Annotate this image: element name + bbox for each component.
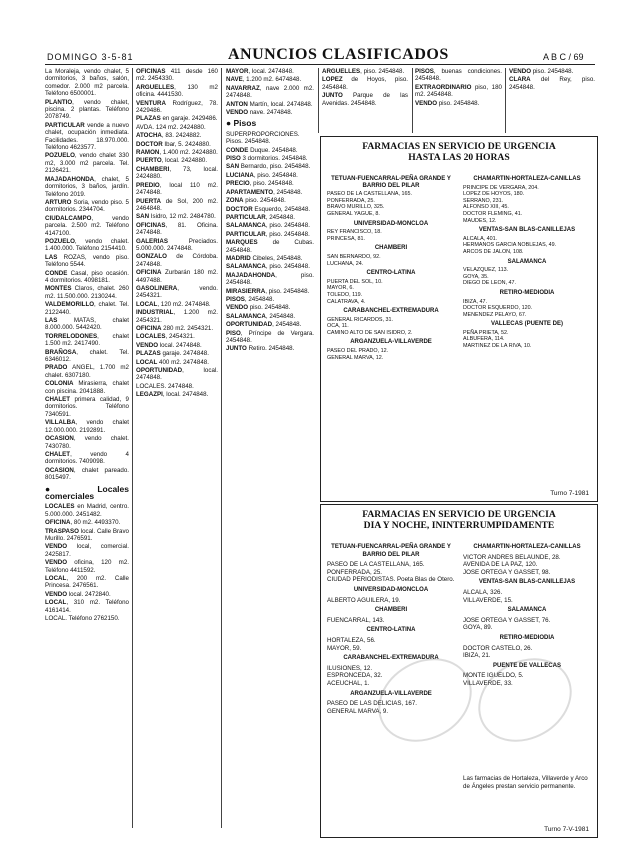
district-heading: UNIVERSIDAD-MONCLOA bbox=[353, 586, 429, 593]
classified-ad: PARTICULAR vende a nuevo chalet, ocupación inmediata. Facilidades. 18.970.000. Teléfono 4623577. bbox=[45, 121, 129, 152]
district-heading: PUENTE DE VALLECAS bbox=[493, 662, 561, 669]
classified-ad: OFICINA, 80 m2. 4493370. bbox=[45, 519, 121, 527]
classified-ad: OFICINA Zurbarán 180 m2. 4497488. bbox=[136, 269, 218, 284]
classified-ad: VALDEMORILLO, chalet. Tel. 2122440. bbox=[45, 301, 129, 316]
district-heading: CENTRO-LATINA bbox=[366, 270, 416, 277]
classified-ad: ARGUELLES, 130 m2 oficina. 4441530. bbox=[136, 83, 218, 99]
classified-ad: La Moraleja, vendo chalet, 5 dormitorios, 3 baños, salón, comedor. 2.000 m2 parcela. Teléfono 6500001. bbox=[45, 68, 129, 98]
classified-ad: SALAMANCA, 2454848. bbox=[226, 312, 296, 320]
classified-ad: SALAMANCA, piso. 2454848. bbox=[226, 263, 310, 271]
classified-ad: RAMON, 1.400 m2. 2424880. bbox=[136, 149, 218, 157]
classified-ad: MARQUES de Cubas. 2454848. bbox=[226, 239, 314, 254]
classified-ad: JUNTO Retiro. 2454848. bbox=[226, 345, 295, 353]
classified-ad: VENDO piso. 2454848. bbox=[226, 304, 291, 312]
classified-ad: CONDE Casal, piso ocasión. 4 dormitorios. 4098181. bbox=[45, 269, 129, 284]
classified-ad: PUERTO, local. 2424880. bbox=[136, 157, 208, 165]
classified-column-3 bbox=[226, 68, 314, 828]
pharmacy-address: ALCALA, 401. bbox=[463, 235, 498, 242]
pharmacy-address: ACEUCHAL, 1. bbox=[327, 679, 370, 687]
pharmacy-address: ILUSIONES, 12. bbox=[327, 664, 373, 672]
pharmacy-address: PONFERRADA, 25. bbox=[327, 568, 383, 576]
pharmacy-address: MONTE IGUELDO, 5. bbox=[463, 672, 524, 680]
pharmacy-address: BRAVO MURILLO, 325. bbox=[327, 204, 385, 211]
district-heading: RETIRO-MEDIODIA bbox=[499, 289, 555, 296]
classified-ad: DOCTOR Esquerdo, 2454848. bbox=[226, 205, 311, 213]
box-title-line-1: FARMACIAS EN SERVICIO DE URGENCIA bbox=[362, 141, 556, 152]
pharmacy-address: GENERAL MARVA, 9. bbox=[327, 707, 389, 715]
classified-column-4 bbox=[322, 68, 408, 132]
classified-ad: ARTURO Soria, vendo piso. 5 dormitorios. 2344704. bbox=[45, 198, 129, 214]
pharmacy-address: DOCTOR FLEMING, 41. bbox=[463, 210, 523, 217]
classified-ad: CHALET, vendo 4 dormitorios. 7409098. bbox=[45, 450, 129, 466]
pharmacy-list-right bbox=[463, 541, 591, 688]
classified-ad: PLAZAS garaje. 2474848. bbox=[136, 350, 209, 358]
classified-ad: LOPEZ de Hoyos, piso. 2454848. bbox=[322, 76, 408, 91]
classified-ad: VENDO oficina, 120 m2. Teléfono 4411592. bbox=[45, 559, 129, 574]
classified-column-5 bbox=[415, 68, 502, 132]
district-heading: CENTRO-LATINA bbox=[366, 627, 416, 634]
classified-ad: VENDO nave. 2474848. bbox=[226, 109, 293, 117]
pharmacy-address: PONFERRADA, 25. bbox=[327, 197, 375, 204]
classified-ad: MAYOR, local. 2474848. bbox=[226, 68, 294, 75]
classified-ad: JUNTO Parque de las Avenidas. 2454848. bbox=[322, 92, 408, 107]
page-header bbox=[0, 0, 620, 64]
classified-ad: VENTURA Rodríguez, 78. 2429486. bbox=[136, 99, 218, 115]
district-heading: TETUAN-FUENCARRAL-PEÑA GRANDE Y BARRIO DEL PILAR bbox=[331, 176, 451, 189]
pharmacy-address: ESPRONCEDA, 32. bbox=[327, 672, 383, 680]
district-heading: CHAMBERI bbox=[374, 607, 408, 614]
pharmacy-address: CALATRAVA, 4. bbox=[327, 298, 366, 305]
pharmacy-address: SERRANO, 231. bbox=[463, 197, 504, 204]
pharmacy-address: DIEGO DE LEON, 47. bbox=[463, 280, 517, 287]
classified-ad: POZUELO, vendo chalet 330 m2, 3.000 m2 parcela. Tel. 2126421. bbox=[45, 152, 129, 175]
classified-ad: LAS ROZAS, vendo piso. Teléfono 5544. bbox=[45, 253, 129, 269]
pharmacy-address: FUENCARRAL, 143. bbox=[327, 616, 385, 624]
pharmacy-address: ARCOS DE JALON, 108. bbox=[463, 248, 524, 255]
district-heading: SALAMANCA bbox=[507, 607, 547, 614]
classified-ad: TRASPASO local. Calle Bravo Murillo. 2476591. bbox=[45, 527, 129, 542]
classified-ad: ANTON Martín, local. 2474848. bbox=[226, 100, 313, 108]
classified-ad: VENDO local. 2474848. bbox=[136, 341, 202, 349]
pharmacy-address: LOPEZ DE HOYOS, 180. bbox=[463, 191, 525, 198]
classified-ad: EXTRAORDINARIO piso, 180 m2. 2454848. bbox=[415, 83, 502, 99]
classified-ad: ATOCHA, 83. 2424882. bbox=[136, 132, 202, 140]
classified-ad: LOCAL, 120 m2. 2474848. bbox=[136, 300, 211, 308]
pharmacy-address: VICTOR ANDRES BELAUNDE, 28. bbox=[463, 553, 561, 561]
classified-ad: PISO, Príncipe de Vergara. 2454848. bbox=[226, 329, 314, 344]
classified-column-6 bbox=[509, 68, 595, 132]
shift-label: Turno 7-V-1981 bbox=[544, 826, 589, 833]
pharmacy-address: SAN BERNARDO, 92. bbox=[327, 253, 381, 260]
classified-ad: PUERTA de Sol, 200 m2. 2464848. bbox=[136, 197, 218, 212]
classified-ad: INDUSTRIAL, 1.200 m2. 2454321. bbox=[136, 309, 218, 324]
classified-ad: PISO 3 dormitorios. 2454848. bbox=[226, 155, 308, 163]
district-heading: UNIVERSIDAD-MONCLOA bbox=[353, 220, 429, 227]
pharmacy-address: GENERAL RICARDOS, 31. bbox=[327, 316, 394, 323]
box-title-line-2: DIA Y NOCHE, ININTERRUMPIDAMENTE bbox=[363, 520, 555, 531]
classified-ad: MAJADAHONDA, chalet, 5 dormitorios, 3 baños, jardín. Teléfono 2019. bbox=[45, 175, 129, 198]
district-heading: VENTAS-SAN BLAS-CANILLEJAS bbox=[478, 579, 576, 586]
pharmacy-address: PEÑA PRIETA, 52. bbox=[463, 329, 509, 336]
classified-ad: LAS MATAS, chalet 8.000.000. 5442420. bbox=[45, 317, 129, 332]
pharmacy-footer-note: Las farmacias de Hortaleza, Villaverde y Arco de Ángeles prestan servicio permanente. bbox=[463, 775, 588, 790]
classified-ad: LOCALES en Madrid, centro. 5.000.000. 2451482. bbox=[45, 503, 129, 518]
classified-ad: PARTICULAR, piso. 2454848. bbox=[226, 230, 310, 238]
classified-ad: LOCAL. Teléfono 2762150. bbox=[45, 615, 120, 623]
pharmacy-address: MAYOR, 59. bbox=[327, 644, 362, 652]
column-divider bbox=[221, 68, 222, 828]
shift-label: Turno 7-1981 bbox=[550, 490, 589, 497]
pharmacy-address: VILLAVERDE, 33. bbox=[463, 679, 513, 687]
pharmacy-address: PRINCESA, 81. bbox=[327, 235, 366, 242]
district-heading: CARABANCHEL-EXTREMADURA bbox=[343, 308, 439, 315]
classified-column-2 bbox=[136, 68, 218, 828]
classified-ad: POZUELO, vendo chalet. 1.400.000. Teléfono 2154410. bbox=[45, 237, 129, 253]
classified-ad: PLAZAS en garaje. 2429486. bbox=[136, 115, 218, 123]
district-heading: SALAMANCA bbox=[507, 258, 547, 265]
classified-ad: LOCALES, 2454321. bbox=[136, 333, 195, 341]
classified-ad: MAJADAHONDA, piso. 2454848. bbox=[226, 271, 314, 287]
classified-ad: CONDE Duque. 2454848. bbox=[226, 146, 298, 154]
classified-ad: SALAMANCA, piso. 2454848. bbox=[226, 222, 310, 230]
classified-ad: CHALET primera calidad, 9 dormitorios. Teléfono 7340591. bbox=[45, 396, 129, 418]
classified-ad: PREDIO, local 110 m2. 2474848. bbox=[136, 181, 218, 197]
classified-ad: CLARA del Rey, piso. 2454848. bbox=[509, 76, 595, 91]
section-title: ANUNCIOS CLASIFICADOS bbox=[228, 46, 449, 63]
pharmacy-address: OCA, 11. bbox=[327, 323, 349, 330]
classified-ad: ARGUELLES, piso. 2454848. bbox=[322, 68, 405, 75]
classified-ad: LOCAL, 200 m2. Calle Princesa. 2476561. bbox=[45, 575, 129, 590]
pharmacy-address: TOLEDO, 119. bbox=[327, 291, 363, 298]
pharmacy-address: CIUDAD PERIODISTAS. Poeta Blas de Otero. bbox=[327, 576, 455, 584]
pharmacy-address: GENERAL YAGUE, 8. bbox=[327, 210, 380, 217]
classified-ad: OPORTUNIDAD, local. 2474848. bbox=[136, 367, 218, 382]
classified-ad: ZONA piso. 2454848. bbox=[226, 197, 286, 205]
district-heading: TETUAN-FUENCARRAL-PEÑA GRANDE Y BARRIO DEL PILAR bbox=[331, 544, 451, 558]
classified-ad: NAVARRAZ, nave 2.000 m2. 2474848. bbox=[226, 84, 314, 100]
classified-ad: SAN Bernardo, piso. 2454848. bbox=[226, 163, 311, 171]
district-heading: CHAMARTIN-HORTALEZA-CANILLAS bbox=[473, 544, 581, 550]
classified-ad: OFICINAS 411 desde 160 m2. 2454330. bbox=[136, 68, 218, 83]
pharmacy-box-until-20h bbox=[320, 136, 598, 502]
classified-ad: LUCIANA, piso. 2454848. bbox=[226, 171, 298, 179]
pharmacy-address: JOSE ORTEGA Y GASSET, 76. bbox=[463, 616, 551, 624]
classified-ad: AVDA. 124 m2. 2424880. bbox=[136, 123, 206, 131]
pharmacy-address: GOYA, 35. bbox=[463, 273, 489, 280]
column-divider bbox=[505, 68, 506, 133]
classified-ad: COLONIA Mirasierra, chalet con piscina. 2041888. bbox=[45, 380, 129, 395]
pharmacy-address: ALFONSO XIII, 45. bbox=[463, 204, 509, 211]
brand-page-number: A B C / 69 bbox=[543, 52, 584, 62]
classified-ad: GALERIAS Preciados. 5.000.000. 2474848. bbox=[136, 237, 218, 252]
classified-ad: PISOS, 2454848. bbox=[226, 295, 275, 303]
classified-ad: OCASION, chalet pareado. 8015497. bbox=[45, 466, 129, 482]
pharmacy-address: HORTALEZA, 56. bbox=[327, 636, 376, 644]
pharmacy-address: GOYA, 89. bbox=[463, 624, 493, 632]
pharmacy-address: PASEO DE LAS DELICIAS, 167. bbox=[327, 700, 417, 708]
box-title bbox=[321, 141, 597, 163]
classified-ad: MIRASIERRA, piso. 2454848. bbox=[226, 287, 310, 295]
classified-ad: PLANTIO, vendo chalet, piscina. 2 plantas. Teléfono 2078749. bbox=[45, 98, 129, 121]
district-heading: CARABANCHEL-EXTREMADURA bbox=[343, 655, 439, 662]
classified-ad: VENDO local. 2472840. bbox=[45, 590, 111, 598]
classified-ad: VENDO local, comercial. 2425817. bbox=[45, 543, 129, 558]
classified-ad: LEGAZPI, local. 2474848. bbox=[136, 391, 209, 399]
pharmacy-address: DOCTOR ESQUERDO, 120. bbox=[463, 305, 533, 312]
pharmacy-address: IBIZA, 21. bbox=[463, 652, 491, 660]
classified-ad: PRECIO, piso. 2454848. bbox=[226, 180, 294, 188]
classified-ad: OFICINAS, 81. Oficina. 2474848. bbox=[136, 221, 218, 237]
pharmacy-address: MAYOR, 6. bbox=[327, 285, 354, 292]
pharmacy-address: VELAZQUEZ, 113. bbox=[463, 267, 509, 274]
box-title bbox=[321, 509, 597, 531]
column-divider bbox=[318, 68, 319, 133]
box-title-line-2: HASTA LAS 20 HORAS bbox=[408, 152, 510, 163]
classified-column-1 bbox=[45, 68, 129, 828]
pharmacy-address: MARTINEZ DE LA RIVA, 10. bbox=[463, 343, 532, 350]
pharmacy-address: PASEO DE LA CASTELLANA, 165. bbox=[327, 561, 425, 569]
column-divider bbox=[132, 68, 133, 828]
district-heading: ARGANZUELA-VILLAVERDE bbox=[350, 690, 432, 697]
classified-ad: PRADO ANGEL, 1.700 m2 chalet. 6307180. bbox=[45, 364, 129, 379]
classified-ad: MADRID Cibeles, 2454848. bbox=[226, 254, 303, 262]
classified-ad: SUPERPROPORCIONES. Pisos. 2454848. bbox=[226, 130, 300, 146]
classified-ad: VENDO piso. 2454848. bbox=[415, 99, 480, 107]
pharmacy-address: MAUDES, 12. bbox=[463, 217, 497, 224]
pharmacy-address: JOSE ORTEGA Y GASSET, 98. bbox=[463, 568, 551, 576]
classified-ad: LOCALES. 2474848. bbox=[136, 382, 194, 390]
classified-ad: GASOLINERA, vendo. 2454321. bbox=[136, 284, 218, 300]
classified-ad: PARTICULAR, 2454848. bbox=[226, 213, 296, 221]
pharmacy-address: HERMANOS GARCIA NOBLEJAS, 49. bbox=[463, 242, 557, 249]
pharmacy-box-24h bbox=[320, 504, 598, 838]
issue-date: DOMINGO 3-5-81 bbox=[47, 52, 134, 62]
classified-ad: GONZALO de Córdoba. 2474848. bbox=[136, 253, 218, 268]
classified-ad: SAN Isidro, 12 m2. 2484780. bbox=[136, 213, 216, 221]
classified-ad: PISOS, buenas condiciones. 2454848. bbox=[415, 68, 502, 83]
pharmacy-address: PUERTA DEL SOL, 10. bbox=[327, 278, 383, 285]
pharmacy-address: MENENDEZ PELAYO, 67. bbox=[463, 311, 527, 318]
district-heading: VENTAS-SAN BLAS-CANILLEJAS bbox=[478, 227, 576, 234]
classified-ad: LOCAL 400 m2. 2474848. bbox=[136, 358, 209, 366]
district-heading: CHAMARTIN-HORTALEZA-CANILLAS bbox=[473, 176, 581, 182]
pharmacy-list-left bbox=[327, 173, 455, 361]
pharmacy-address: PASEO DE LA CASTELLANA, 165. bbox=[327, 191, 412, 198]
classified-ad: MONTES Claros, chalet. 260 m2. 11.500.000. 2130244. bbox=[45, 285, 129, 300]
pharmacy-list-left bbox=[327, 541, 455, 715]
classified-ad: CHAMBERI, 73, local. 2424880. bbox=[136, 165, 218, 181]
classified-ad: VENDO piso. 2454848. bbox=[509, 68, 574, 75]
pharmacy-address: AVENIDA DE LA PAZ, 120. bbox=[463, 561, 538, 569]
classified-ad: VILLALBA, vendo chalet 12.000.000. 2192891. bbox=[45, 419, 129, 434]
district-heading: RETIRO-MEDIODIA bbox=[499, 634, 555, 641]
pharmacy-address: ALBERTO AGUILERA, 19. bbox=[327, 596, 401, 604]
district-heading: ARGANZUELA-VILLAVERDE bbox=[350, 339, 432, 346]
classified-ad: TORRELODONES, chalet 1.500 m2. 2417490. bbox=[45, 332, 129, 348]
classified-ad: APARTAMENTO, 2454848. bbox=[226, 188, 303, 196]
pharmacy-address: PRINCIPE DE VERGARA, 204. bbox=[463, 184, 539, 191]
classified-ad: OFICINA 280 m2. 2454321. bbox=[136, 325, 214, 332]
classified-ad: OCASION, vendo chalet. 7430780. bbox=[45, 435, 129, 450]
classified-ad: OPORTUNIDAD, 2454848. bbox=[226, 321, 302, 329]
pharmacy-address: IBIZA, 47. bbox=[463, 298, 487, 305]
pharmacy-list-right bbox=[463, 173, 591, 350]
pharmacy-address: PASEO DEL PRADO, 12. bbox=[327, 348, 389, 355]
classified-ad: DOCTOR Ibar, 5. 2424880. bbox=[136, 140, 211, 148]
pharmacy-address: DOCTOR CASTELO, 26. bbox=[463, 644, 533, 652]
pharmacy-address: REY FRANCISCO, 18. bbox=[327, 229, 382, 236]
pharmacy-address: VILLAVERDE, 15. bbox=[463, 596, 513, 604]
district-heading: VALLECAS (PUENTE DE) bbox=[491, 321, 563, 328]
classified-ad: CIUDALCAMPO, vendo parcela. 2.500 m2. Teléfono 4147100. bbox=[45, 214, 129, 237]
classified-ad: BRAÑOSA, chalet. Tel. 6346012. bbox=[45, 348, 129, 364]
classified-ad: LOCAL, 310 m2. Teléfono 4161414. bbox=[45, 599, 129, 614]
pharmacy-address: GENERAL MARVA, 12. bbox=[327, 354, 384, 361]
section-heading: ● Pisos bbox=[226, 118, 257, 129]
pharmacy-address: CAMINO ALTO DE SAN ISIDRO, 2. bbox=[327, 329, 413, 336]
classified-ad: NAVE, 1.200 m2. 6474848. bbox=[226, 76, 302, 84]
district-heading: CHAMBERI bbox=[374, 245, 408, 252]
pharmacy-address: LUCHANA, 24. bbox=[327, 260, 364, 267]
box-title-line-1: FARMACIAS EN SERVICIO DE URGENCIA bbox=[362, 509, 556, 520]
section-heading: ● Locales comerciales bbox=[45, 483, 129, 501]
pharmacy-address: ALCALA, 326. bbox=[463, 588, 503, 596]
header-rule bbox=[45, 64, 595, 65]
pharmacy-address: ALBUFERA, 114. bbox=[463, 336, 505, 343]
column-divider bbox=[412, 68, 413, 133]
